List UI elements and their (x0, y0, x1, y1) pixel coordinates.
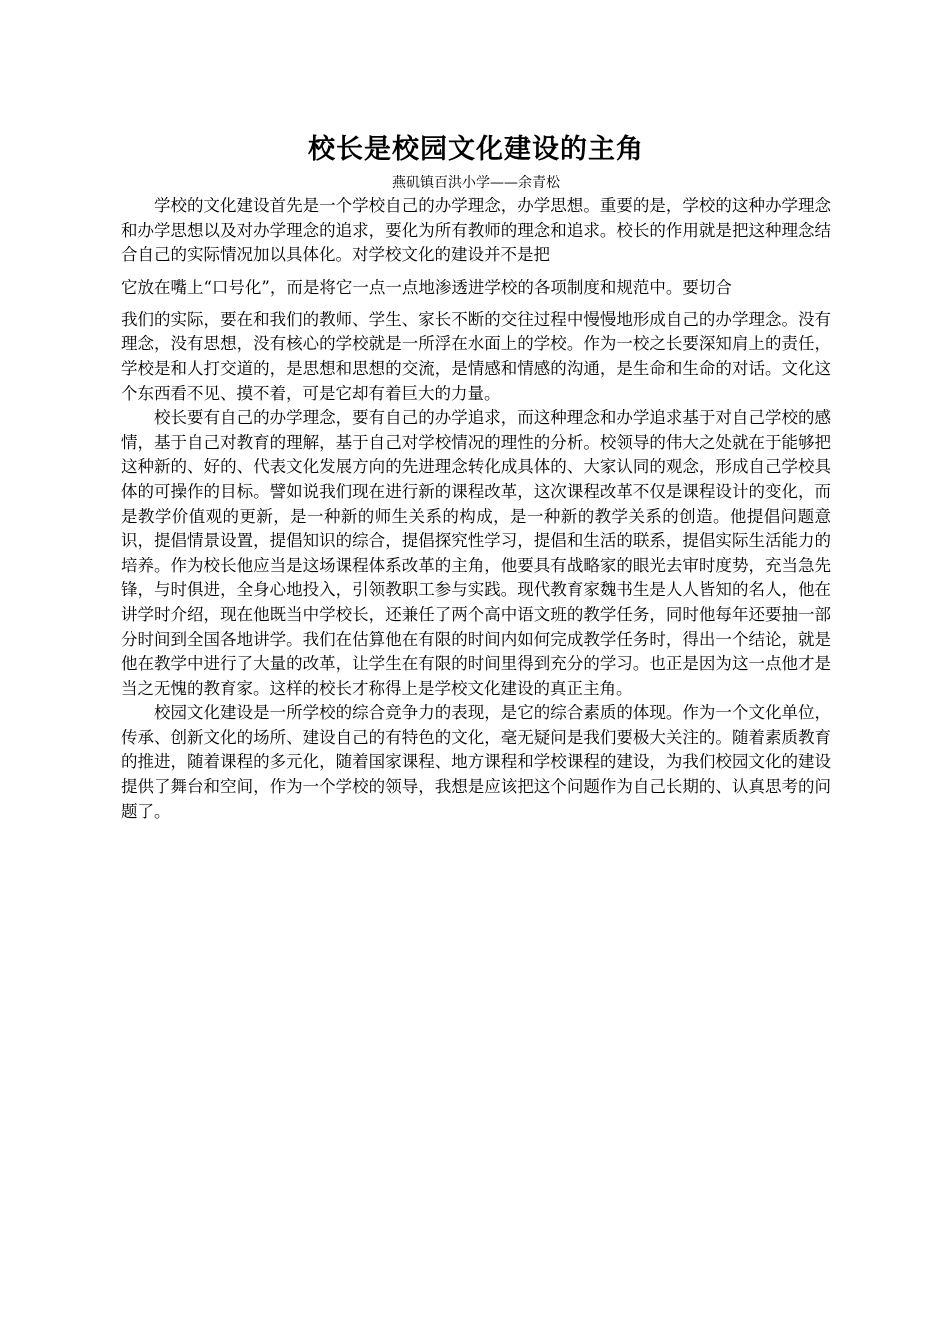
paragraph-2: 校长要有自己的办学理念，要有自己的办学追求，而这种理念和办学追求基于对自己学校的感情，基于自己对教育的理解，基于自己对学校情况的理性的分析。校领导的伟大之处就在于能够把这种新的、好的、代表文化发展方向的先进理念转化成具体的、大家认同的观念，形成自己学校具体的可操作的目标。譬如说我们现在进行新的课程改革，这次课程改革不仅是课程设计的变化，而是教学价值观的更新，是一种新的师生关系的构成，是一种新的教学关系的创造。他提倡问题意识，提倡情景设置，提倡知识的综合，提倡探究性学习，提倡和生活的联系，提倡实际生活能力的培养。作为校长他应当是这场课程体系改革的主角，他要具有战略家的眼光去审时度势，充当急先锋，与时俱进，全身心地投入，引领教职工参与实践。现代教育家魏书生是人人皆知的名人，他在讲学时介绍，现在他既当中学校长，还兼任了两个高中语文班的教学任务，同时他每年还要抽一部分时间到全国各地讲学。我们在估算他在有限的时间内如何完成教学任务时，得出一个结论，就是他在教学中进行了大量的改革，让学生在有限的时间里得到充分的学习。也正是因为这一点他才是当之无愧的教育家。这样的校长才称得上是学校文化建设的真正主角。 (121, 408, 831, 698)
document-page (121, 130, 831, 824)
paragraph-3: 校园文化建设是一所学校的综合竞争力的表现，是它的综合素质的体现。作为一个文化单位，传承、创新文化的场所、建设自己的有特色的文化，毫无疑问是我们要极大关注的。随着素质教育的推进，随着课程的多元化，随着国家课程、地方课程和学校课程的建设，为我们校园文化的建设提供了舞台和空间，作为一个学校的领导，我想是应该把这个问题作为自己长期的、认真思考的问题了。 (121, 703, 831, 821)
paragraph-1-part-2: 它放在嘴上“口号化”，而是将它一点一点地渗透进学校的各项制度和规范中。要切合 (121, 277, 732, 297)
document-author: 燕矶镇百洪小学——余青松 (392, 175, 560, 191)
paragraph-1-part-1: 学校的文化建设首先是一个学校自己的办学理念，办学思想。重要的是，学校的这种办学理念和办学思想以及对办学理念的追求，要化为所有教师的理念和追求。校长的作用就是把这种理念结合自己的实际情况加以具体化。对学校文化的建设并不是把 (121, 196, 831, 265)
document-title: 校长是校园文化建设的主角 (308, 134, 644, 165)
paragraph-1 (121, 194, 831, 406)
paragraph-1-part-3: 我们的实际，要在和我们的教师、学生、家长不断的交往过程中慢慢地形成自己的办学理念。没有理念，没有思想，没有核心的学校就是一所浮在水面上的学校。作为一校之长要深知肩上的责任，学校是和人打交道的，是思想和思想的交流，是情感和情感的沟通，是生命和生命的对话。文化这个东西看不见、摸不着，可是它却有着巨大的力量。 (121, 309, 831, 403)
